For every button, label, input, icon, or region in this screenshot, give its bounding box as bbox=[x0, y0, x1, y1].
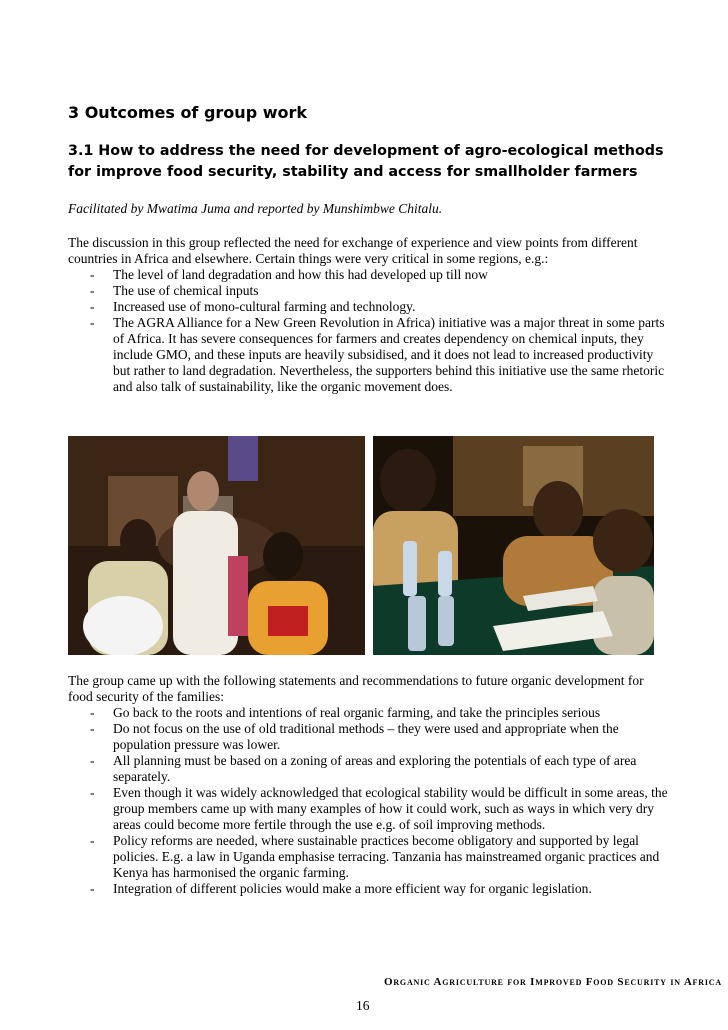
workshop-photo-left bbox=[68, 436, 365, 655]
list-item: - Go back to the roots and intentions of real organic farming, and take the principles serious bbox=[90, 705, 601, 720]
recommendations-intro: The group came up with the following statements and recommendations to future organic development for food security of the families: bbox=[68, 673, 644, 704]
list-item: - Increased use of mono-cultural farming and technology. bbox=[90, 299, 416, 314]
list-item: - All planning must be based on a zoning of areas and exploring the potentials of each type of area separately. bbox=[90, 753, 637, 784]
list-item: - The AGRA Alliance for a New Green Revolution in Africa) initiative was a major threat in some parts of Africa. It has severe consequences for farmers and creates dependency on chemical inputs, they include GMO, and these inputs are heavily subsidised, and it does not lead to increased productivity but rather to land degradation. Nevertheless, the supporters behind this initiative use the same rhetoric and also talk of sustainability, like the organic movement does. bbox=[90, 315, 665, 394]
subsection-heading: 3.1 How to address the need for development of agro-ecological methods for improve food security, stability and access for smallholder farmers bbox=[68, 143, 664, 180]
recommendations-paragraph bbox=[68, 673, 668, 897]
list-item: - The use of chemical inputs bbox=[90, 283, 259, 298]
list-item: - Even though it was widely acknowledged that ecological stability would be difficult in some areas, the group members came up with many examples of how it could work, such as ways in which very dry areas could become more fertile through the use e.g. of soil improving methods. bbox=[90, 785, 668, 832]
discussion-paragraph bbox=[68, 235, 668, 395]
list-item: - Do not focus on the use of old traditional methods – they were used and appropriate when the population pressure was lower. bbox=[90, 721, 619, 752]
recommendations-list bbox=[68, 705, 668, 897]
page-number: 16 bbox=[356, 998, 370, 1013]
workshop-photo-right bbox=[373, 436, 654, 655]
discussion-intro: The discussion in this group reflected the need for exchange of experience and view points from different countries in Africa and elsewhere. Certain things were very critical in some regions, e.g.: bbox=[68, 235, 638, 266]
list-item: - Policy reforms are needed, where sustainable practices become obligatory and supported by legal policies. E.g. a law in Uganda emphasise terracing. Tanzania has mainstreamed organic practices and Kenya has harmonised the organic farming. bbox=[90, 833, 660, 880]
discussion-list bbox=[68, 267, 668, 395]
list-item: - The level of land degradation and how this had developed up till now bbox=[90, 267, 488, 282]
list-item: - Integration of different policies would make a more efficient way for organic legislation. bbox=[90, 881, 592, 896]
footer-title: Organic Agriculture for Improved Food Security in Africa bbox=[384, 976, 722, 988]
section-heading: 3 Outcomes of group work bbox=[68, 103, 308, 122]
facilitator-line: Facilitated by Mwatima Juma and reported by Munshimbwe Chitalu. bbox=[68, 201, 443, 216]
